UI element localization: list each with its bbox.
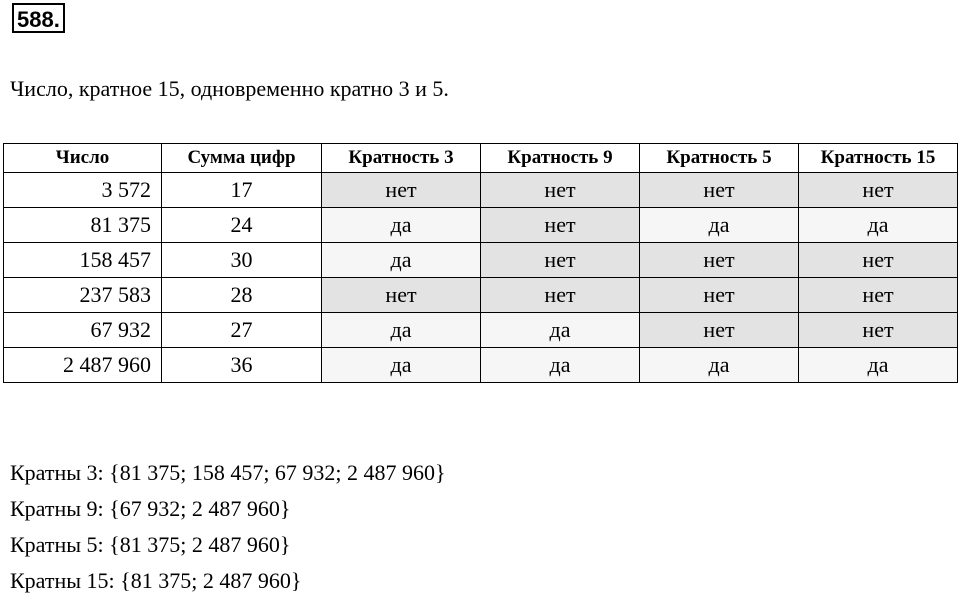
- cell-number: 158 457: [4, 243, 162, 278]
- cell-div-3: да: [322, 208, 481, 243]
- cell-digit-sum: 24: [162, 208, 322, 243]
- cell-div-9: нет: [481, 173, 640, 208]
- header-digit-sum: Сумма цифр: [162, 144, 322, 173]
- answer-line: Кратны 15: {81 375; 2 487 960}: [10, 568, 302, 593]
- header-div-3: Кратность 3: [322, 144, 481, 173]
- cell-number: 3 572: [4, 173, 162, 208]
- cell-number: 81 375: [4, 208, 162, 243]
- cell-number: 237 583: [4, 278, 162, 313]
- cell-div-3: да: [322, 348, 481, 383]
- cell-div-15: нет: [799, 243, 958, 278]
- cell-number: 2 487 960: [4, 348, 162, 383]
- divisibility-table: [3, 143, 958, 383]
- header-div-5: Кратность 5: [640, 144, 799, 173]
- answer-line: Кратны 5: {81 375; 2 487 960}: [10, 532, 291, 557]
- cell-digit-sum: 27: [162, 313, 322, 348]
- cell-div-9: да: [481, 348, 640, 383]
- cell-div-9: нет: [481, 278, 640, 313]
- table-row: [4, 348, 958, 383]
- header-number: Число: [4, 144, 162, 173]
- cell-div-3: да: [322, 243, 481, 278]
- cell-div-15: да: [799, 208, 958, 243]
- table-row: [4, 313, 958, 348]
- cell-div-3: нет: [322, 278, 481, 313]
- cell-div-9: нет: [481, 208, 640, 243]
- answer-line: Кратны 3: {81 375; 158 457; 67 932; 2 487 960}: [10, 460, 446, 485]
- cell-digit-sum: 36: [162, 348, 322, 383]
- cell-div-15: нет: [799, 278, 958, 313]
- cell-div-3: нет: [322, 173, 481, 208]
- header-div-15: Кратность 15: [799, 144, 958, 173]
- table-row: [4, 278, 958, 313]
- cell-div-15: нет: [799, 313, 958, 348]
- task-number: 588.: [12, 3, 65, 33]
- table-row: [4, 173, 958, 208]
- table-row: [4, 208, 958, 243]
- cell-digit-sum: 17: [162, 173, 322, 208]
- header-div-9: Кратность 9: [481, 144, 640, 173]
- cell-div-15: нет: [799, 173, 958, 208]
- cell-div-9: да: [481, 313, 640, 348]
- cell-div-5: да: [640, 348, 799, 383]
- cell-number: 67 932: [4, 313, 162, 348]
- cell-div-5: нет: [640, 313, 799, 348]
- table-row: [4, 243, 958, 278]
- cell-div-3: да: [322, 313, 481, 348]
- cell-div-15: да: [799, 348, 958, 383]
- cell-digit-sum: 28: [162, 278, 322, 313]
- cell-digit-sum: 30: [162, 243, 322, 278]
- answers-block: [10, 455, 446, 599]
- table-header-row: [4, 144, 958, 173]
- cell-div-5: нет: [640, 243, 799, 278]
- cell-div-9: нет: [481, 243, 640, 278]
- answer-line: Кратны 9: {67 932; 2 487 960}: [10, 496, 291, 521]
- cell-div-5: да: [640, 208, 799, 243]
- cell-div-5: нет: [640, 278, 799, 313]
- cell-div-5: нет: [640, 173, 799, 208]
- intro-text: Число, кратное 15, одновременно кратно 3 и 5.: [10, 76, 449, 101]
